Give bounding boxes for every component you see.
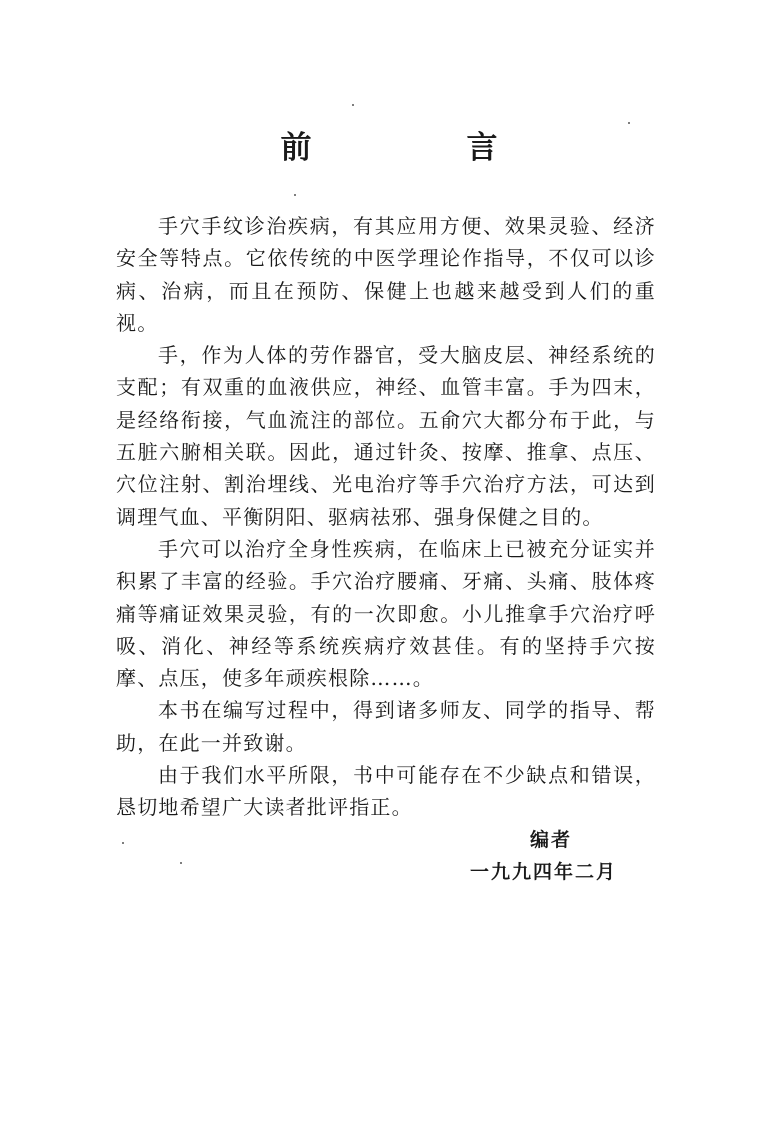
paragraph: 由于我们水平所限，书中可能存在不少缺点和错误，恳切地希望广大读者批评指正。 — [116, 763, 656, 820]
scan-speck — [122, 842, 124, 844]
paragraph: 手，作为人体的劳作器官，受大脑皮层、神经系统的支配；有双重的血液供应，神经、血管丰富。手为四末，是经络衔接，气血流注的部位。五俞穴大都分布于此，与五脏六腑相关联。因此，通过针灸、按摩、推拿、点压、穴位注射、割治埋线、光电治疗等手穴治疗方法，可达到调理气血、平衡阴阳、驱病祛邪、强身保健之目的。 — [116, 343, 656, 529]
scan-speck — [294, 194, 296, 196]
signature-author: 编者 — [530, 829, 573, 851]
preface-body — [116, 210, 656, 824]
paragraph: 手穴可以治疗全身性疾病，在临床上已被充分证实并积累了丰富的经验。手穴治疗腰痛、牙痛、头痛、肢体疼痛等痛证效果灵验，有的一次即愈。小儿推拿手穴治疗呼吸、消化、神经等系统疾病疗效甚佳。有的坚持手穴按摩、点压，使多年顽疾根除……。 — [116, 536, 656, 691]
signature-date: 一九九四年二月 — [470, 861, 618, 883]
paragraph: 手穴手纹诊治疾病，有其应用方便、效果灵验、经济安全等特点。它依传统的中医学理论作指导，不仅可以诊病、治病，而且在预防、保健上也越来越受到人们的重视。 — [116, 214, 656, 335]
scan-speck — [352, 104, 354, 106]
scan-speck — [628, 122, 630, 124]
page-title: 前 言 — [280, 130, 560, 166]
paragraph: 本书在编写过程中，得到诸多师友、同学的指导、帮助，在此一并致谢。 — [116, 698, 656, 755]
scan-speck — [180, 862, 182, 864]
